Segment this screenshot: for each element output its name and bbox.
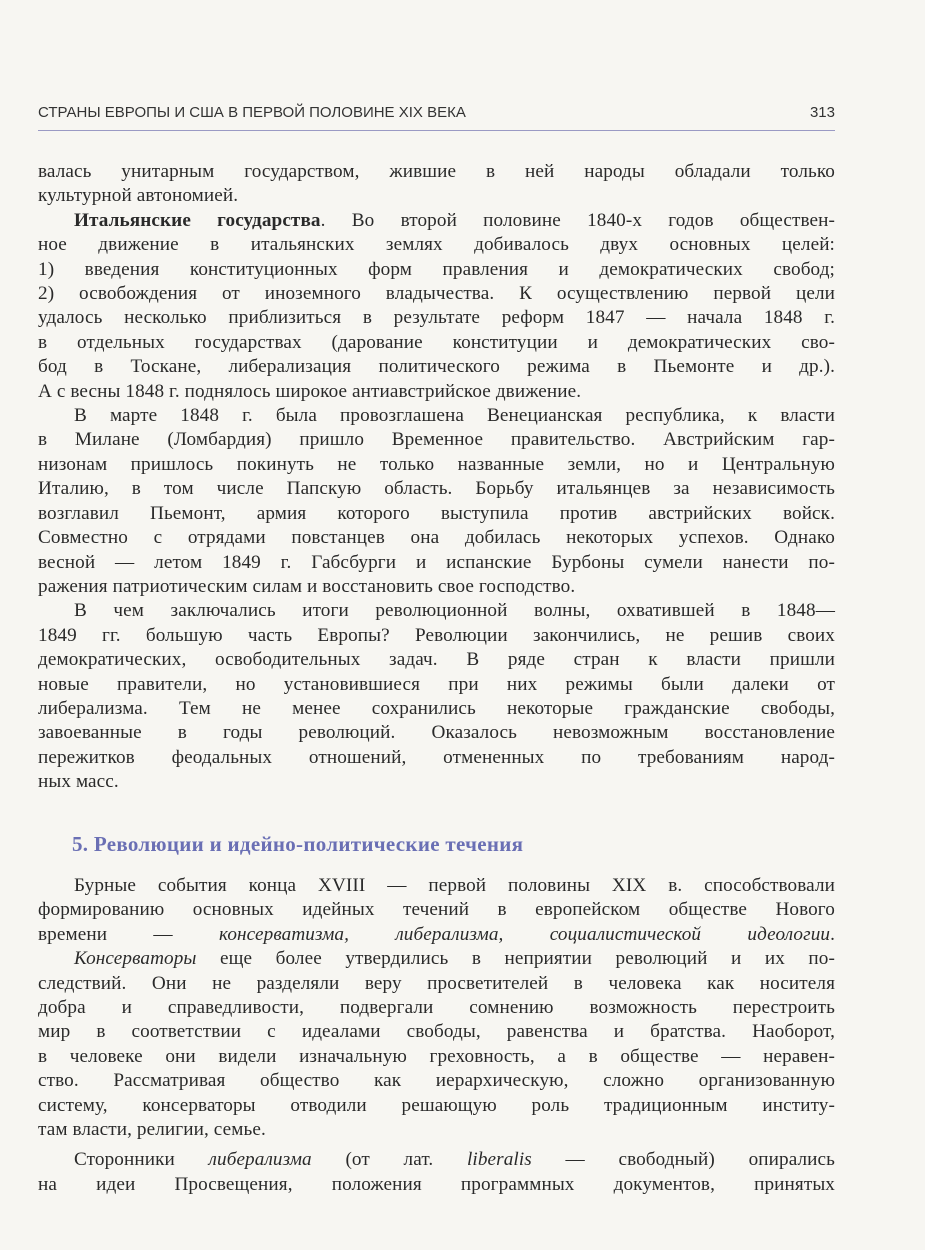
text-line: систему, консерваторы отводили решающую роль традиционным институ- (38, 1094, 835, 1116)
text-line: в человеке они видели изначальную греховность, а в обществе — неравен- (38, 1045, 835, 1067)
text-line: бод в Тоскане, либерализация политического режима в Пьемонте и др.). (38, 356, 835, 378)
text-line: либерализма. Тем не менее сохранились некоторые гражданские свободы, (38, 697, 835, 719)
running-title: СТРАНЫ ЕВРОПЫ И США В ПЕРВОЙ ПОЛОВИНЕ XIX ВЕКА (38, 104, 466, 121)
text-line: В чем заключались итоги революционной волны, охватившей в 1848— (74, 600, 835, 622)
italic-term: консерватизма, либерализма, социалистической идеологии (219, 923, 831, 945)
text-line: ство. Рассматривая общество как иерархическую, сложно организованную (38, 1070, 835, 1092)
text-line: новые правители, но установившиеся при них режимы были далеки от (38, 673, 835, 695)
text-line: Консерваторы еще более утвердились в неприятии революций и их по- (74, 948, 835, 970)
text-line: Совместно с отрядами повстанцев она добилась некоторых успехов. Однако (38, 527, 835, 549)
paragraph-march-1848 (38, 404, 835, 599)
body-text-bottom (38, 874, 835, 1197)
text-line: ное движение в итальянских землях добивалось двух основных целей: (38, 234, 835, 256)
inline-heading: Итальянские государства (74, 209, 321, 231)
text-line: А с весны 1848 г. поднялось широкое антиавстрийское движение. (38, 380, 582, 402)
text-line: 2) освобождения от иноземного владычества. К осуществлению первой цели (38, 283, 835, 305)
text-line: в Милане (Ломбардия) пришло Временное правительство. Австрийским гар- (38, 429, 835, 451)
body-text-top (38, 160, 835, 795)
text-line: в отдельных государствах (дарование конституции и демократических сво- (38, 331, 835, 353)
text-line: валась унитарным государством, жившие в ней народы обладали только (38, 161, 835, 182)
italic-term: liberalis (466, 1149, 532, 1171)
text-line: Бурные события конца XVIII — первой половины XIX в. способствовали (74, 875, 835, 896)
italic-term: либерализма (208, 1149, 312, 1171)
text-line: низонам пришлось покинуть не только названные земли, но и Центральную (38, 453, 835, 475)
text-line: Италию, в том числе Папскую область. Борьбу итальянцев за независимость (38, 478, 835, 500)
text-line: удалось несколько приблизиться в результате реформ 1847 — начала 1848 г. (38, 307, 835, 329)
paragraph-italian-states (38, 209, 835, 404)
text-line: завоеванные в годы революций. Оказалось невозможным восстановление (38, 722, 835, 744)
section-title: 5. Революции и идейно-политические течения (72, 832, 524, 856)
text-line: Итальянские государства. Во второй половине 1840-х годов обществен- (74, 209, 835, 231)
text-line: на идеи Просвещения, положения программных документов, принятых (38, 1173, 835, 1195)
text-line: весной — летом 1849 г. Габсбурги и испанские Бурбоны сумели нанести по- (38, 551, 835, 573)
text-line: 1849 гг. большую часть Европы? Революции закончились, не решив своих (38, 624, 835, 646)
text-line: пережитков феодальных отношений, отмененных по требованиям народ- (38, 746, 835, 768)
text-line: ражения патриотическим силам и восстановить свое господство. (38, 575, 576, 597)
text-line: мир в соответствии с идеалами свободы, равенства и братства. Наоборот, (38, 1021, 835, 1043)
paragraph-ideologies (38, 874, 835, 1142)
paragraph-liberalism (38, 1148, 835, 1197)
text-line: времени — консерватизма, либерализма, социалистической идеологии. (38, 923, 835, 945)
italic-term: Консерваторы (74, 948, 197, 970)
paragraph-continuation (38, 160, 835, 209)
text-line: Сторонники либерализма (от лат. liberalis — свободный) опирались (74, 1149, 835, 1171)
header-divider (38, 130, 835, 131)
text-line: возглавил Пьемонт, армия которого выступила против австрийских войск. (38, 502, 835, 524)
text-line: там власти, религии, семье. (38, 1119, 266, 1141)
text-line: В марте 1848 г. была провозглашена Венецианская республика, к власти (74, 405, 835, 427)
text-line: 1) введения конституционных форм правления и демократических свобод; (38, 258, 835, 280)
text-line: формированию основных идейных течений в европейском обществе Нового (38, 899, 835, 921)
page-number: 313 (809, 104, 835, 121)
text-line: ных масс. (38, 771, 119, 793)
text-line: добра и справедливости, подвергали сомнению возможность перестроить (38, 997, 835, 1019)
running-header (38, 104, 835, 121)
text-line: следствий. Они не разделяли веру просветителей в человека как носителя (38, 972, 835, 994)
text-line: демократических, освободительных задач. В ряде стран к власти пришли (38, 649, 835, 671)
paragraph-results (38, 599, 835, 794)
text-line: культурной автономией. (38, 185, 239, 207)
